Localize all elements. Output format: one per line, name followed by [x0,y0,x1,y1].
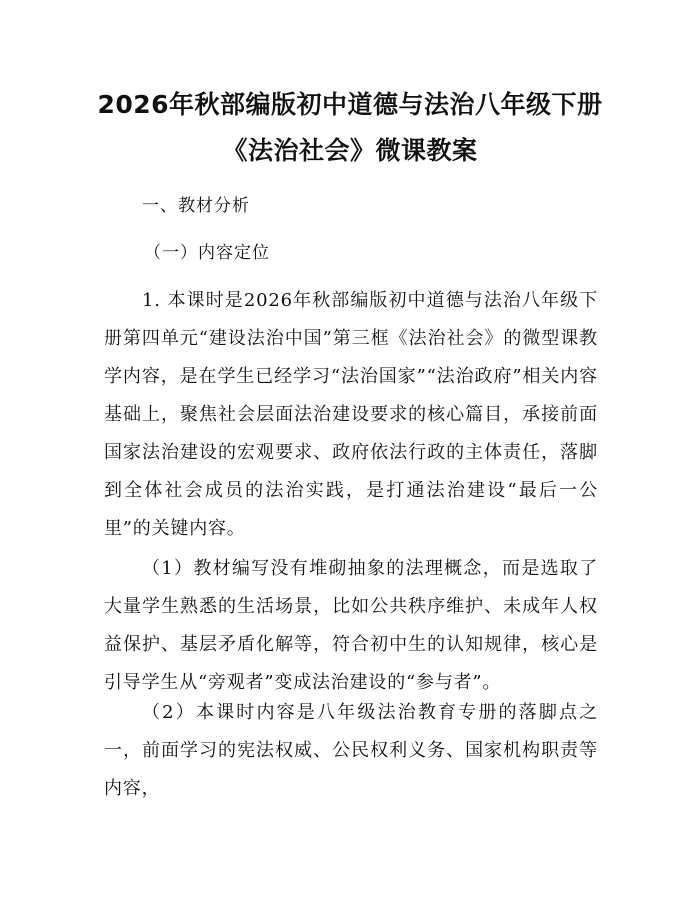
paragraph-2: （1）教材编写没有堆砌抽象的法理概念，而是选取了大量学生熟悉的生活场景，比如公共秩序维护、未成年人权益保护、基层矛盾化解等，符合初中生的认知规律，核心是引导学生从“旁观者”变成法治建设的“参与者”。 [104,558,598,693]
document-title-line-1: 2026年秋部编版初中道德与法治八年级下册 [97,90,603,119]
paragraph-3: （2）本课时内容是八年级法治教育专册的落脚点之一，前面学习的宪法权威、公民权利义务、国家机构职责等内容， [104,702,598,799]
document-title-line-2: 《法治社会》微课教案 [222,136,478,165]
subsection-heading: （一）内容定位 [144,243,270,263]
section-heading: 一、教材分析 [142,196,250,216]
paragraph-1: 1. 本课时是2026年秋部编版初中道德与法治八年级下册第四单元“建设法治中国”第三框《法治社会》的微型课教学内容，是在学生已经学习“法治国家”“法治政府”相关内容基础上，聚焦社会层面法治建设要求的核心篇目，承接前面国家法治建设的宏观要求、政府依法行政的主体责任，落脚到全体社会成员的法治实践，是打通法治建设“最后一公里”的关键内容。 [104,290,598,539]
